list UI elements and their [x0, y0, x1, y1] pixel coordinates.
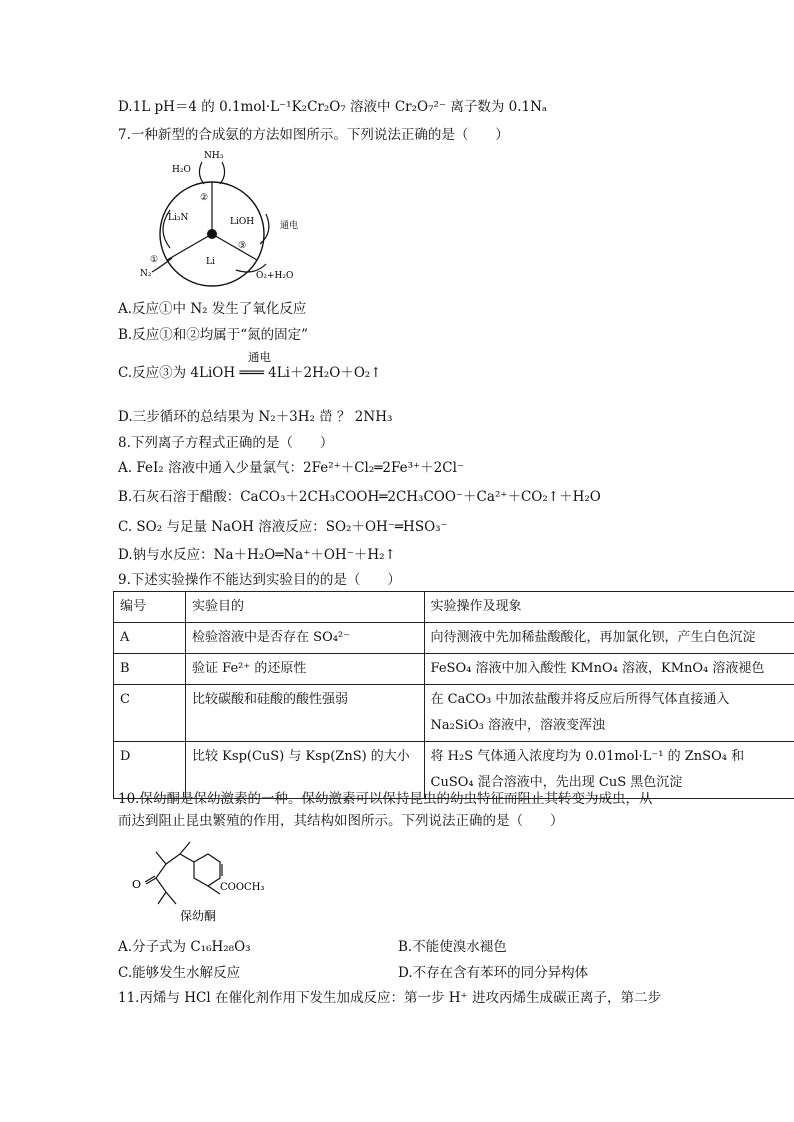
- q10-stem-line2: 而达到阻止昆虫繁殖的作用，其结构如图所示。下列说法正确的是（ ）: [118, 813, 564, 829]
- table-cell: C: [114, 685, 186, 742]
- table-cell: 比较 Ksp(CuS) 与 Ksp(ZnS) 的大小: [186, 742, 425, 799]
- table-cell: B: [114, 654, 186, 685]
- table-row: [114, 654, 794, 685]
- table-header-row: [114, 592, 794, 623]
- step1-label: ①: [150, 255, 159, 265]
- li-label: Li: [206, 257, 215, 267]
- q7-option-c-condition: 通电: [248, 350, 271, 364]
- table-cell: 检验溶液中是否存在 SO₄²⁻: [186, 623, 425, 654]
- q10-option-c: C.能够发生水解反应: [118, 965, 241, 981]
- table-cell: 向待测液中先加稀盐酸酸化，再加氯化钡，产生白色沉淀: [424, 623, 794, 654]
- table-cell: D: [114, 742, 186, 799]
- ammonia-cycle-diagram: [132, 148, 312, 288]
- n2-label: N₂: [140, 269, 152, 279]
- table-cell: A: [114, 623, 186, 654]
- step3-label: ③: [238, 241, 247, 251]
- q6-option-d: D.1L pH＝4 的 0.1mol·L⁻¹K₂Cr₂O₇ 溶液中 Cr₂O₇²⁻ 离子数为 0.1Nₐ: [118, 99, 548, 115]
- table-cell-line: CuSO₄ 混合溶液中，先出现 CuS 黑色沉淀: [430, 775, 683, 790]
- q10-option-a: A.分子式为 C₁₆H₂₈O₃: [118, 939, 251, 955]
- q7-option-d: D.三步循环的总结果为 N₂＋3H₂ 嵤 ？ 2NH₃: [118, 409, 393, 425]
- ester-label: COOCH₃: [220, 882, 265, 893]
- table-cell: FeSO₄ 溶液中加入酸性 KMnO₄ 溶液，KMnO₄ 溶液褪色: [424, 654, 794, 685]
- table-row: [114, 623, 794, 654]
- header-cell: 实验目的: [186, 592, 425, 623]
- experiment-table: [113, 591, 794, 799]
- q7-option-c: C.反应③为 4LiOH ═══ 4Li＋2H₂O＋O₂↑: [118, 365, 382, 381]
- nh3-label: NH₃: [204, 151, 224, 161]
- step2-label: ②: [200, 193, 209, 203]
- q9-stem: 9.下述实验操作不能达到实验目的的是（ ）: [118, 572, 401, 588]
- table-cell: 验证 Fe²⁺ 的还原性: [186, 654, 425, 685]
- q8-option-b: B.石灰石溶于醋酸：CaCO₃＋2CH₃COOH═2CH₃COO⁻＋Ca²⁺＋CO₂↑＋H₂O: [118, 489, 601, 505]
- header-cell: 编号: [114, 592, 186, 623]
- molecule-structure: [128, 838, 298, 928]
- q8-option-c: C. SO₂ 与足量 NaOH 溶液反应：SO₂＋OH⁻═HSO₃⁻: [118, 519, 448, 535]
- table-cell-line: 在 CaCO₃ 中加浓盐酸并将反应后所得气体直接通入: [430, 692, 730, 707]
- q7-option-b: B.反应①和②均属于“氮的固定”: [118, 327, 309, 343]
- h2o-label: H₂O: [172, 165, 191, 175]
- oxygen-label: O: [132, 878, 142, 891]
- table-cell-line: 将 H₂S 气体通入浓度均为 0.01mol·L⁻¹ 的 ZnSO₄ 和: [430, 749, 745, 764]
- q8-option-a: A. FeI₂ 溶液中通入少量氯气：2Fe²⁺＋Cl₂═2Fe³⁺＋2Cl⁻: [118, 460, 465, 476]
- header-cell: 实验操作及现象: [424, 592, 794, 623]
- o2h2o-label: O₂+H₂O: [256, 271, 294, 281]
- q7-option-a: A.反应①中 N₂ 发生了氧化反应: [118, 301, 307, 317]
- q10-option-d: D.不存在含有苯环的同分异构体: [398, 965, 589, 981]
- table-cell-line: Na₂SiO₃ 溶液中，溶液变浑浊: [430, 718, 605, 733]
- table-cell: 比较碳酸和硅酸的酸性强弱: [186, 685, 425, 742]
- table-row: [114, 685, 794, 742]
- q7-stem: 7.一种新型的合成氨的方法如图所示。下列说法正确的是（ ）: [118, 127, 509, 143]
- q11-stem: 11.丙烯与 HCl 在催化剂作用下发生加成反应：第一步 H⁺ 进攻丙烯生成碳正离子，第二步: [118, 990, 661, 1006]
- q10-stem-line1: 10.保幼酮是保幼激素的一种。保幼激素可以保持昆虫的幼虫特征而阻止其转变为成虫，从: [118, 791, 653, 807]
- lioh-label: LiOH: [230, 217, 255, 227]
- table-cell: [424, 685, 794, 742]
- q8-option-d: D.钠与水反应：Na＋H₂O═Na⁺＋OH⁻＋H₂↑: [118, 547, 396, 563]
- tongdian-label: 通电: [280, 221, 299, 231]
- li3n-label: Li₃N: [168, 213, 189, 223]
- q10-option-b: B.不能使溴水褪色: [398, 939, 507, 955]
- q8-stem: 8.下列离子方程式正确的是（ ）: [118, 435, 334, 451]
- molecule-name: 保幼酮: [180, 909, 217, 923]
